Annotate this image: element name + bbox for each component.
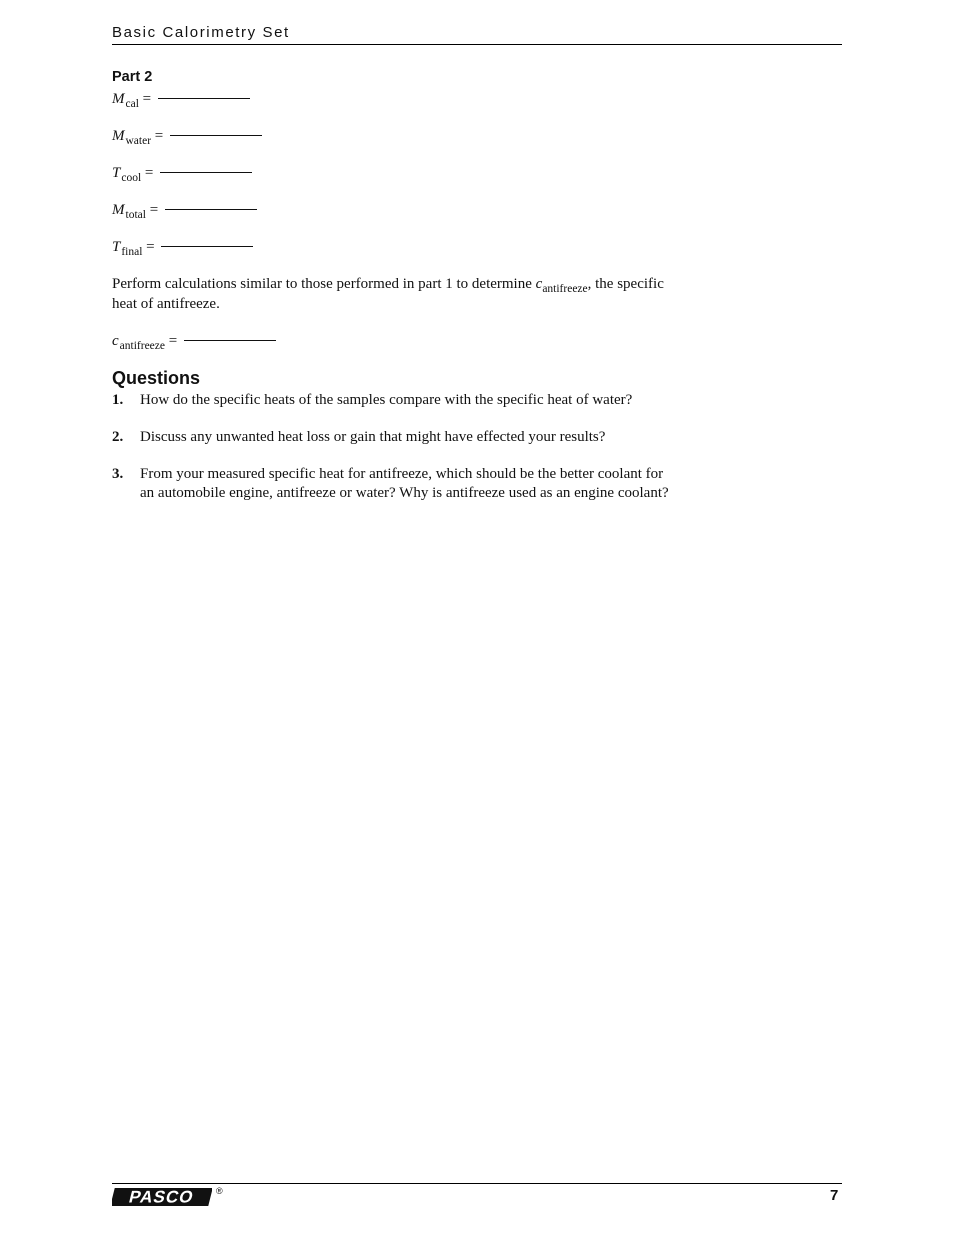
question-text: From your measured specific heat for antifreeze, which should be the better coolant for an automobile engine, antifreeze or water? Why is antifreeze used as an engine coolant?	[140, 466, 669, 501]
footer-rule	[112, 1183, 842, 1184]
equals-sign: =	[154, 128, 164, 144]
calculation-instructions	[112, 275, 672, 314]
logo-text: PASCO	[127, 1187, 197, 1207]
variable-symbol: M	[112, 202, 125, 218]
variable-t-final	[112, 238, 672, 258]
equals-sign: =	[144, 165, 154, 181]
variable-subscript: cool	[121, 172, 142, 184]
variable-subscript: cal	[125, 98, 139, 110]
question-item	[112, 391, 672, 410]
running-header	[112, 24, 842, 42]
variable-symbol: c	[112, 333, 119, 349]
pasco-logo	[112, 1187, 212, 1207]
result-c-antifreeze	[112, 332, 672, 352]
question-item	[112, 428, 672, 447]
instructions-symbol: c	[535, 276, 543, 292]
variable-subscript: antifreeze	[119, 340, 165, 352]
questions-heading: Questions	[112, 368, 201, 388]
answer-blank[interactable]	[161, 246, 253, 247]
pasco-logo-icon	[112, 1187, 212, 1207]
variable-symbol: M	[112, 91, 125, 107]
answer-blank[interactable]	[158, 98, 250, 99]
question-item	[112, 465, 672, 503]
header-rule	[112, 44, 842, 45]
variable-m-total	[112, 201, 672, 221]
equals-sign: =	[142, 91, 152, 107]
answer-blank[interactable]	[160, 172, 252, 173]
question-text: How do the specific heats of the samples compare with the specific heat of water?	[140, 392, 633, 408]
page-number: 7	[830, 1187, 839, 1204]
variable-t-cool	[112, 164, 672, 184]
variable-subscript: water	[125, 135, 152, 147]
answer-blank[interactable]	[170, 135, 262, 136]
answer-blank[interactable]	[184, 340, 276, 341]
variable-symbol: M	[112, 128, 125, 144]
variable-symbol: T	[112, 239, 121, 255]
variable-m-water	[112, 127, 672, 147]
answer-blank[interactable]	[165, 209, 257, 210]
question-number: 1.	[112, 392, 124, 408]
question-number: 2.	[112, 429, 124, 445]
instructions-text-end: , the specific heat of antifreeze.	[112, 276, 664, 312]
question-text: Discuss any unwanted heat loss or gain that might have effected your results?	[140, 429, 606, 445]
questions-list	[112, 391, 672, 503]
header-title: Basic Calorimetry Set	[112, 24, 290, 41]
variable-m-cal	[112, 90, 672, 110]
question-number: 3.	[112, 466, 124, 482]
part-2-heading: Part 2	[112, 69, 153, 85]
variable-subscript: total	[125, 209, 146, 221]
registered-mark: ®	[216, 1186, 223, 1196]
equals-sign: =	[168, 333, 178, 349]
equals-sign: =	[146, 239, 155, 255]
variable-symbol: T	[112, 165, 121, 181]
instructions-text-start: Perform calculations similar to those performed in part 1 to determine	[112, 276, 536, 292]
instructions-subscript: antifreeze	[542, 283, 588, 295]
main-content	[112, 68, 672, 521]
variable-subscript: final	[121, 246, 143, 258]
equals-sign: =	[149, 202, 159, 218]
